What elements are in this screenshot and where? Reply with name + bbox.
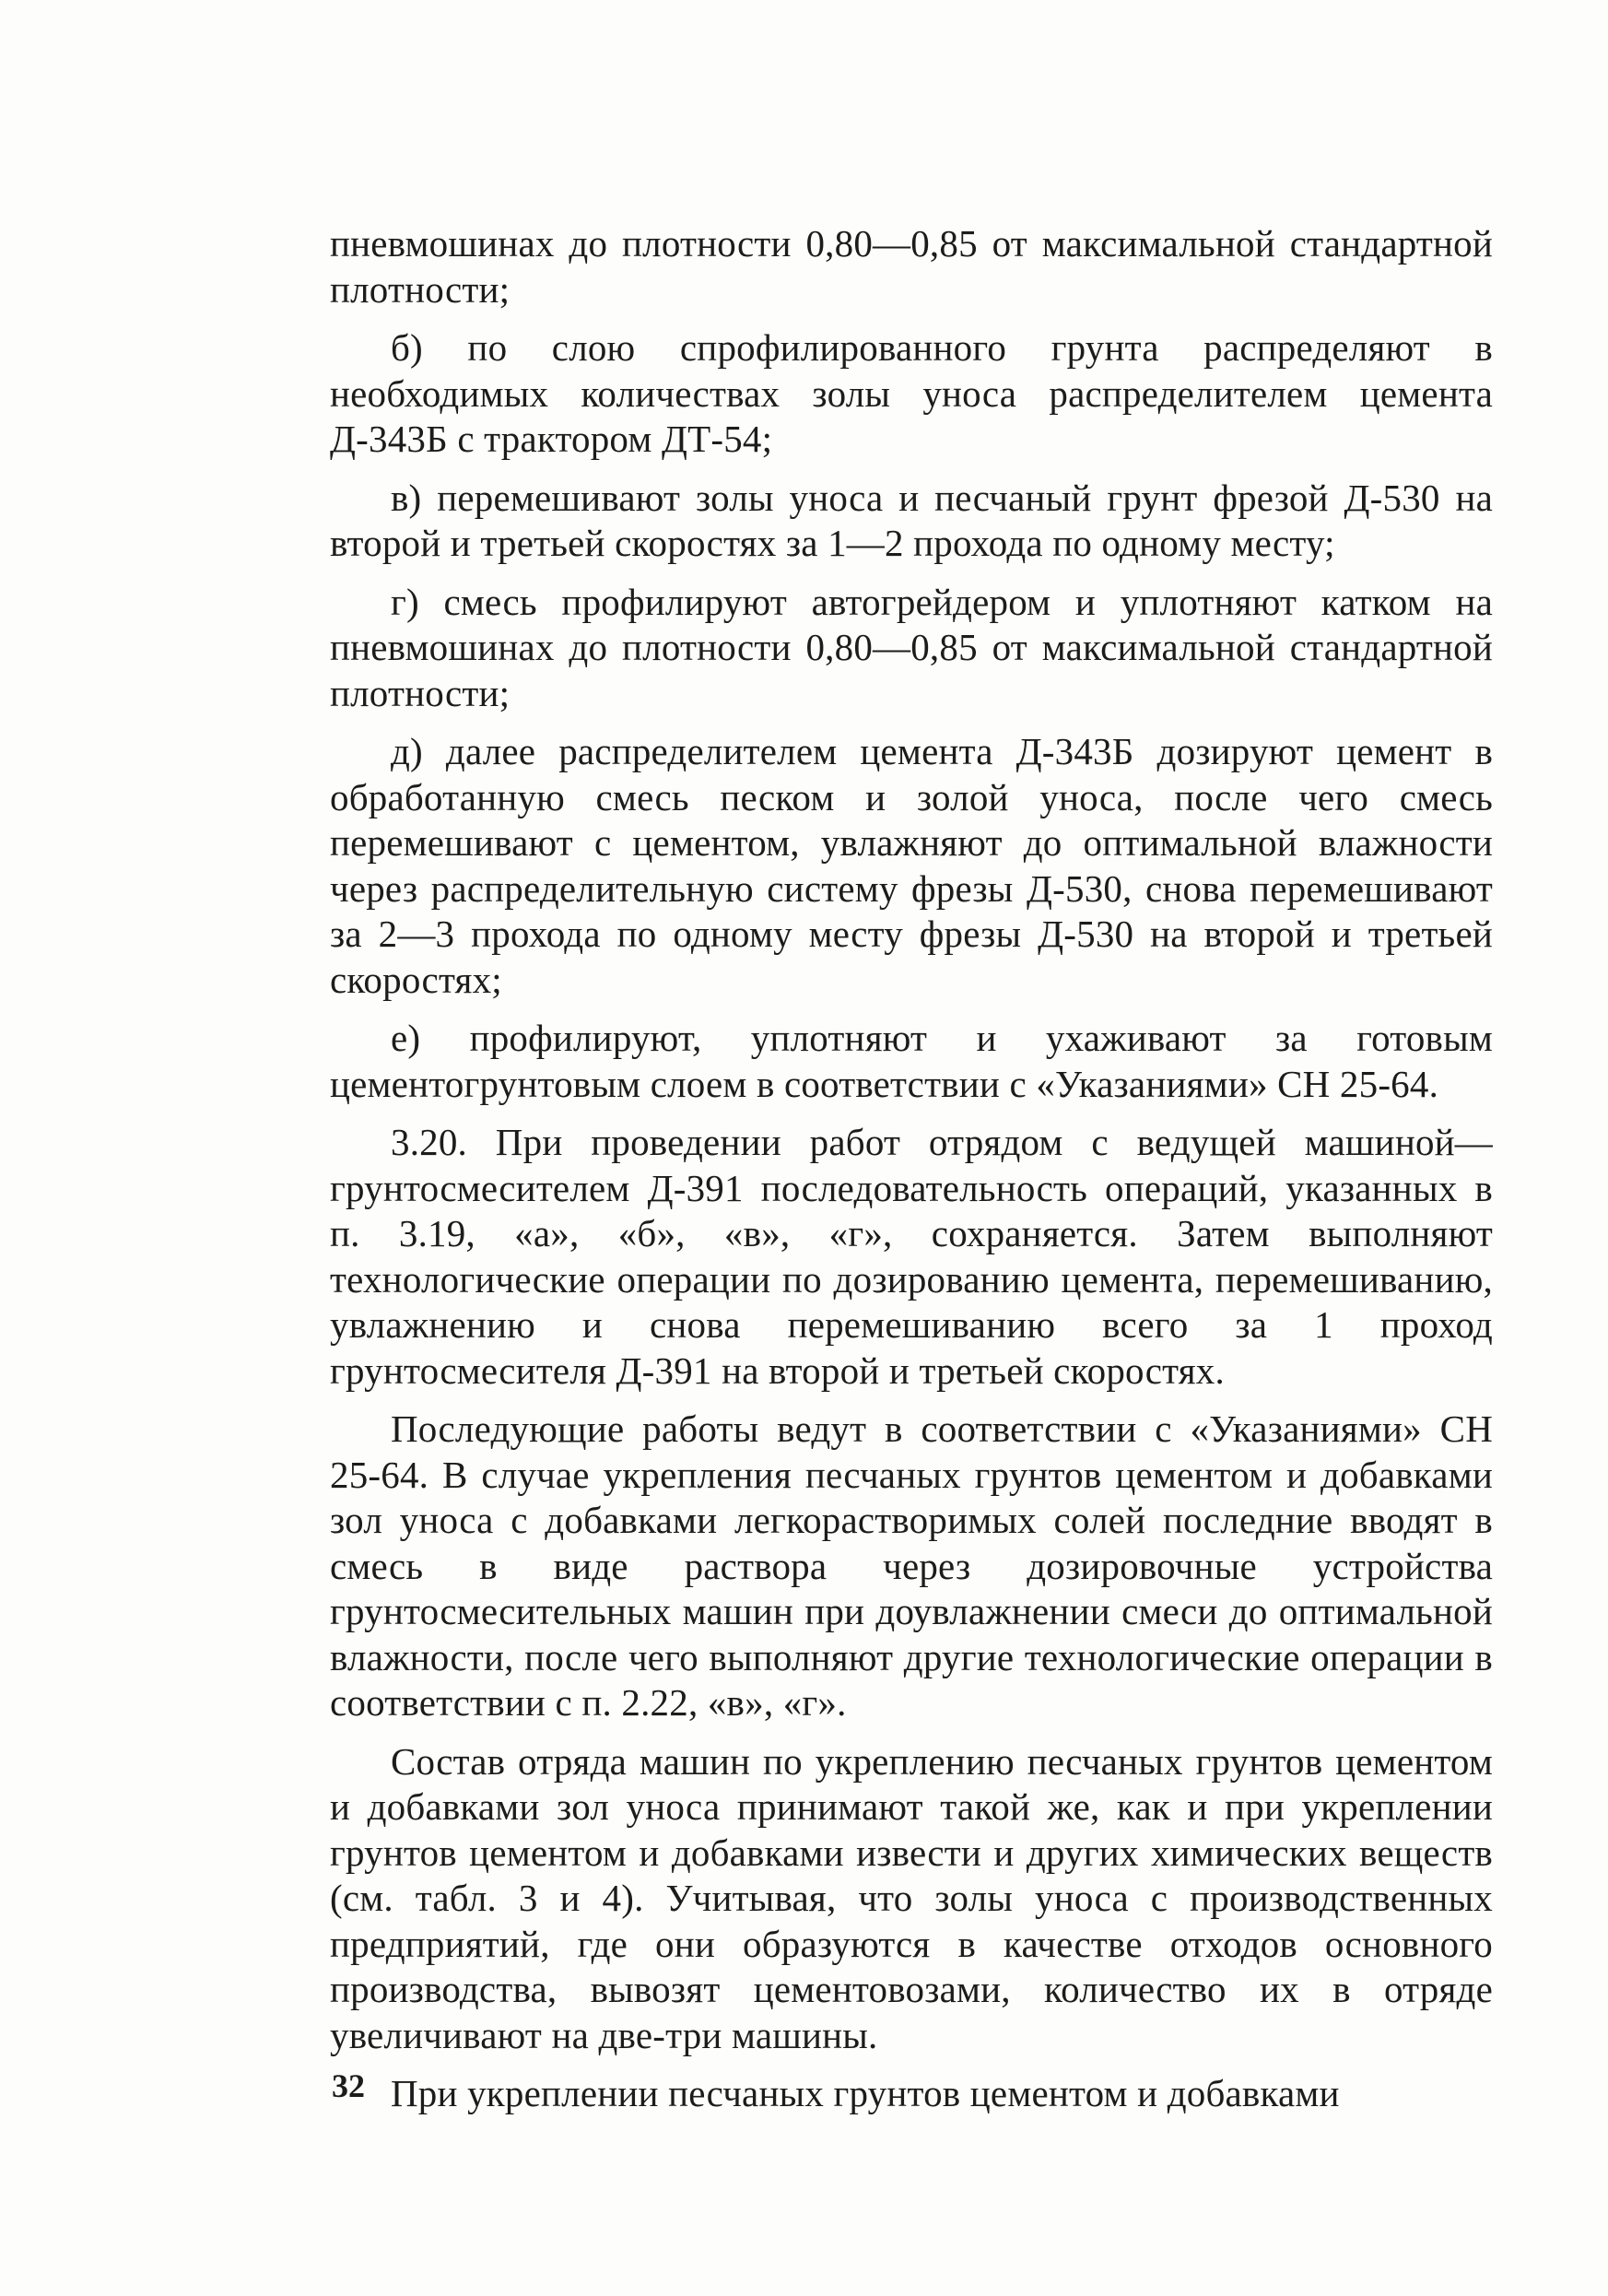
page-number: 32 (332, 2067, 365, 2104)
paragraph-item-g: г) смесь профилируют автогрейдером и уплотняют катком на пневмошинах до плотности 0,80—0,85 от максимальной стандартной плотности; (330, 580, 1493, 714)
paragraph-item-e: е) профилируют, уплотняют и ухаживают за готовым цементогрунтовым слоем в соответствии с «Указаниями» СН 25-64. (330, 1017, 1493, 1105)
paragraph-item-v: в) перемешивают золы уноса и песчаный грунт фрезой Д-530 на второй и третьей скоростях за 1—2 прохода по одному месту; (330, 476, 1493, 564)
paragraph-item-b: б) по слою спрофилированного грунта распределяют в необходимых количествах золы уноса распределителем цемента Д-343Б с трактором ДТ-54; (330, 326, 1493, 460)
paragraph-final-fragment: При укреплении песчаных грунтов цементом и добавками (391, 2072, 1340, 2114)
paragraph-machine-team: Состав отряда машин по укреплению песчаных грунтов цементом и добавками зол уноса принимают такой же, как и при укреплении грунтов цементом и добавками извести и других химических веществ (см. табл. 3 и 4). Учитывая, что золы уноса с производственных предприятий, где они образуются в качестве отходов основного производства, вывозят цементовозами, количество их в отряде увеличивают на две-три машины. (330, 1739, 1493, 2056)
body-text (330, 221, 1493, 2130)
paragraph-item-d: д) далее распределителем цемента Д-343Б дозируют цемент в обработанную смесь песком и золой уноса, после чего смесь перемешивают с цементом, увлажняют до оптимальной влажности через распределительную систему фрезы Д-530, снова перемешивают за 2—3 прохода по одному месту фрезы Д-530 на второй и третьей скоростях; (330, 730, 1493, 1001)
paragraph-continuation: пневмошинах до плотности 0,80—0,85 от максимальной стандартной плотности; (330, 222, 1493, 311)
paragraph-section-3-20: 3.20. При проведении работ отрядом с ведущей машиной— грунтосмесителем Д-391 последовательность операций, указанных в п. 3.19, «а», «б», «в», «г», сохраняется. Затем выполняют технологические операции по дозированию цемента, перемешиванию, увлажнению и снова перемешиванию всего за 1 проход грунтосмесителя Д-391 на второй и третьей скоростях. (330, 1121, 1493, 1392)
paragraph-subsequent-works: Последующие работы ведут в соответствии с «Указаниями» СН 25-64. В случае укрепления песчаных грунтов цементом и добавками зол уноса с добавками легкорастворимых солей последние вводят в смесь в виде раствора через дозировочные устройства грунтосмесительных машин при доувлажнении смеси до оптимальной влажности, после чего выполняют другие технологические операции в соответствии с п. 2.22, «в», «г». (330, 1407, 1493, 1724)
